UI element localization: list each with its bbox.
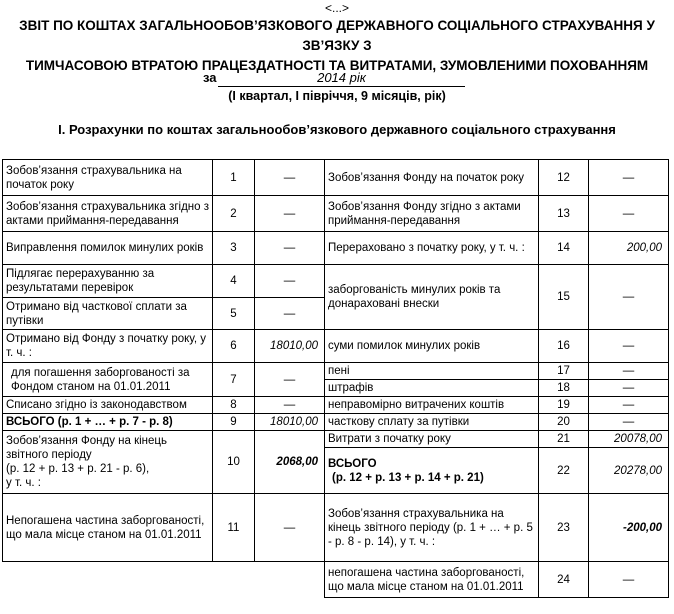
- row-17-num: 17: [539, 363, 589, 380]
- row-2-num: 2: [213, 196, 255, 232]
- row-24-num: 24: [539, 562, 589, 598]
- table-row: [3, 160, 669, 196]
- row-6-value[interactable]: 18010,00: [255, 330, 325, 363]
- empty-cell: [255, 562, 325, 598]
- empty-cell: [213, 562, 255, 598]
- row-24-label: непогашена частина заборгованості, що мала місце станом на 01.01.2011: [325, 562, 539, 598]
- row-9-value[interactable]: 18010,00: [255, 414, 325, 431]
- table-row: [3, 494, 669, 562]
- row-6-label: Отримано від Фонду з початку року, у т. ч. :: [3, 330, 213, 363]
- row-10-text-2: (р. 12 + р. 13 + р. 21 - р. 6),: [6, 463, 150, 475]
- row-4-num: 4: [213, 265, 255, 298]
- empty-cell: [3, 562, 213, 598]
- row-15-value[interactable]: —: [589, 265, 669, 330]
- row-19-label: неправомірно витрачених коштів: [325, 397, 539, 414]
- title-line-1: ЗВІТ ПО КОШТАХ ЗАГАЛЬНООБОВ’ЯЗКОВОГО ДЕРЖАВНОГО СОЦІАЛЬНОГО СТРАХУВАННЯ У ЗВ’ЯЗКУ З: [19, 18, 655, 53]
- row-16-num: 16: [539, 330, 589, 363]
- table-row: [3, 363, 669, 380]
- row-18-num: 18: [539, 380, 589, 397]
- row-9-label: ВСЬОГО (р. 1 + … + р. 7 - р. 8): [3, 414, 213, 431]
- table-row: [3, 414, 669, 431]
- row-8-num: 8: [213, 397, 255, 414]
- row-19-num: 19: [539, 397, 589, 414]
- row-13-num: 13: [539, 196, 589, 232]
- row-10-num: 10: [213, 431, 255, 494]
- row-2-value[interactable]: —: [255, 196, 325, 232]
- table-row: [3, 330, 669, 363]
- row-8-value[interactable]: —: [255, 397, 325, 414]
- row-1-num: 1: [213, 160, 255, 196]
- za-label: за: [203, 70, 217, 85]
- table-row: [3, 397, 669, 414]
- row-5-num: 5: [213, 298, 255, 330]
- row-15-label: заборгованість минулих років та донараховані внески: [325, 265, 539, 330]
- title-line-2: ТИМЧАСОВОЮ ВТРАТОЮ ПРАЦЕЗДАТНОСТІ ТА ВИТРАТАМИ, ЗУМОВЛЕНИМИ ПОХОВАННЯМ: [25, 58, 649, 73]
- row-11-value[interactable]: —: [255, 494, 325, 562]
- settlement-table: [2, 159, 669, 598]
- row-1-value[interactable]: —: [255, 160, 325, 196]
- row-21-label: Витрати з початку року: [325, 431, 539, 448]
- row-2-label: Зобов’язання страхувальника згідно з актами приймання-передавання: [3, 196, 213, 232]
- row-7-label: для погашення заборгованості за Фондом станом на 01.01.2011: [3, 363, 213, 397]
- row-12-num: 12: [539, 160, 589, 196]
- row-16-value[interactable]: —: [589, 330, 669, 363]
- row-11-label: Непогашена частина заборгованості, що мала місце станом на 01.01.2011: [3, 494, 213, 562]
- row-6-num: 6: [213, 330, 255, 363]
- row-14-num: 14: [539, 232, 589, 265]
- row-3-label: Виправлення помилок минулих років: [3, 232, 213, 265]
- row-23-label: Зобов’язання страхувальника на кінець звітного періоду (р. 1 + … + р. 5 - р. 8 - р. 14), у т. ч. :: [325, 494, 539, 562]
- period-field[interactable]: 2014 рік: [218, 70, 465, 87]
- row-20-label: часткову сплату за путівки: [325, 414, 539, 431]
- row-5-value[interactable]: —: [255, 298, 325, 330]
- table-row: [3, 265, 669, 298]
- row-5-label: Отримано від часткової сплати за путівки: [3, 298, 213, 330]
- row-12-value[interactable]: —: [589, 160, 669, 196]
- row-13-label: Зобов’язання Фонду згідно з актами приймання-передавання: [325, 196, 539, 232]
- row-3-num: 3: [213, 232, 255, 265]
- row-17-label: пені: [325, 363, 539, 380]
- row-18-label: штрафів: [325, 380, 539, 397]
- row-4-value[interactable]: —: [255, 265, 325, 298]
- row-11-num: 11: [213, 494, 255, 562]
- row-24-value[interactable]: —: [589, 562, 669, 598]
- report-title: [0, 16, 674, 76]
- row-9-num: 9: [213, 414, 255, 431]
- row-14-value[interactable]: 200,00: [589, 232, 669, 265]
- row-12-label: Зобов’язання Фонду на початок року: [325, 160, 539, 196]
- row-1-label: Зобов’язання страхувальника на початок року: [3, 160, 213, 196]
- row-3-value[interactable]: —: [255, 232, 325, 265]
- row-14-label: Перераховано з початку року, у т. ч. :: [325, 232, 539, 265]
- period-hint: (І квартал, І півріччя, 9 місяців, рік): [228, 89, 446, 103]
- section-title: І. Розрахунки по коштах загальнообов’язкового державного соціального страхування: [58, 122, 616, 137]
- row-17-value[interactable]: —: [589, 363, 669, 380]
- row-23-num: 23: [539, 494, 589, 562]
- top-mark: <...>: [324, 1, 350, 15]
- row-22-text-2: (р. 12 + р. 13 + р. 14 + р. 21): [332, 471, 484, 484]
- table-row: [3, 562, 669, 598]
- row-22-num: 22: [539, 448, 589, 494]
- row-18-value[interactable]: —: [589, 380, 669, 397]
- row-23-value[interactable]: -200,00: [589, 494, 669, 562]
- row-20-value[interactable]: —: [589, 414, 669, 431]
- row-10-text-1: Зобов’язання Фонду на кінець звітного періоду: [6, 435, 168, 461]
- table-row: [3, 431, 669, 448]
- row-21-value[interactable]: 20078,00: [589, 431, 669, 448]
- table-row: [3, 232, 669, 265]
- table-row: [3, 196, 669, 232]
- row-21-num: 21: [539, 431, 589, 448]
- row-22-label: [325, 448, 539, 494]
- row-10-value[interactable]: 2068,00: [255, 431, 325, 494]
- row-13-value[interactable]: —: [589, 196, 669, 232]
- row-7-num: 7: [213, 363, 255, 397]
- row-22-value[interactable]: 20278,00: [589, 448, 669, 494]
- row-4-label: Підлягає перерахуванню за результатами перевірок: [3, 265, 213, 298]
- row-22-text-1: ВСЬОГО: [328, 457, 377, 470]
- row-20-num: 20: [539, 414, 589, 431]
- row-19-value[interactable]: —: [589, 397, 669, 414]
- row-7-value[interactable]: —: [255, 363, 325, 397]
- row-16-label: суми помилок минулих років: [325, 330, 539, 363]
- row-10-label: [3, 431, 213, 494]
- row-10-text-3: у т. ч. :: [6, 477, 41, 489]
- row-15-num: 15: [539, 265, 589, 330]
- row-8-label: Списано згідно із законодавством: [3, 397, 213, 414]
